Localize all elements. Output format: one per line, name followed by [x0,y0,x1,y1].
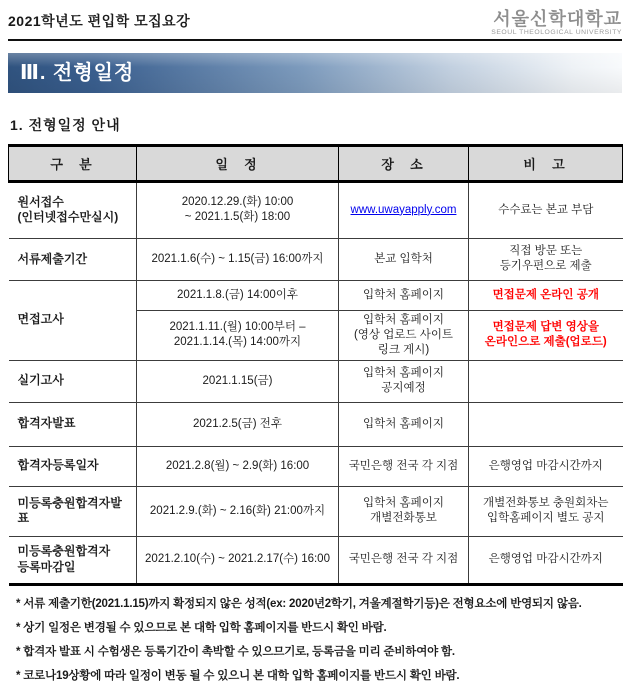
uwayapply-link[interactable]: www.uwayapply.com [350,203,457,216]
document-title: 2021학년도 편입학 모집요강 [8,12,191,29]
university-logo [491,10,622,37]
place-cell: 입학처 홈페이지 (영상 업로드 사이트 링크 게시) [339,310,469,360]
category-cell [9,446,137,486]
table-row-waitlist-announcement [9,486,623,536]
admission-schedule-table [8,144,623,586]
column-header-category: 구 분 [9,145,137,181]
subsection-title: 1. 전형일정 안내 [10,116,121,133]
schedule-cell: 2021.2.8(월) ~ 2.9(화) 16:00 [137,446,339,486]
page-header [8,10,622,37]
category-line: 등록마감일 [17,559,76,574]
category-cell [9,238,137,280]
schedule-cell: 2021.1.11.(월) 10:00부터 – 2021.1.14.(목) 14:00까지 [137,310,339,360]
alert-note: 온라인으로 제출(업로드) [484,336,607,349]
category-line: 합격자등록일자 [17,458,99,473]
note-cell [469,280,623,310]
table-row-waitlist-registration [9,536,623,584]
logo-korean-text: 서울신학대학교 [493,9,622,29]
category-line: 면접고사 [17,312,64,327]
category-cell [9,360,137,402]
category-cell [9,402,137,446]
schedule-cell: 2021.1.6(수) ~ 1.15(금) 16:00까지 [137,238,339,280]
schedule-cell: 2021.1.8.(금) 14:00이후 [137,280,339,310]
place-cell: 입학처 홈페이지 [339,402,469,446]
note-cell: 은행영업 마감시간까지 [469,536,623,584]
column-header-schedule: 일 정 [137,145,339,181]
table-row-registration [9,446,623,486]
schedule-cell: 2021.2.5(금) 전후 [137,402,339,446]
category-cell [9,280,137,360]
schedule-cell: 2021.1.15(금) [137,360,339,402]
note-cell: 은행영업 마감시간까지 [469,446,623,486]
footnotes [8,597,622,684]
schedule-cell: 2020.12.29.(화) 10:00 ~ 2021.1.5(화) 18:00 [137,181,339,238]
category-cell [9,181,137,238]
footnote: * 서류 제출기한(2021.1.15)까지 확정되지 않은 성적(ex: 2020년2학기, 겨울계절학기등)은 전형요소에 반영되지 않음. [16,597,582,610]
place-cell: 입학처 홈페이지 공지예정 [339,360,469,402]
note-cell: 수수료는 본교 부담 [469,181,623,238]
category-line: 미등록충원합격자발표 [17,495,122,526]
category-line: 합격자발표 [17,416,76,431]
schedule-cell: 2021.2.10(수) ~ 2021.2.17(수) 16:00 [137,536,339,584]
column-header-place: 장 소 [339,145,469,181]
note-cell: 개별전화통보 충원회차는 입학홈페이지 별도 공지 [469,486,623,536]
place-cell: 국민은행 전국 각 지점 [339,446,469,486]
alert-note: 면접문제 온라인 공개 [492,288,599,301]
footnote: * 합격자 발표 시 수험생은 등록기간이 촉박할 수 있으므기로, 등록금을 미리 준비하여야 함. [16,645,455,658]
category-cell [9,486,137,536]
note-cell [469,310,623,360]
place-cell: 국민은행 전국 각 지점 [339,536,469,584]
schedule-cell: 2021.2.9.(화) ~ 2.16(화) 21:00까지 [137,486,339,536]
table-row-application [9,181,623,238]
logo-english-text: SEOUL THEOLOGICAL UNIVERSITY [491,29,622,36]
note-cell [469,402,623,446]
category-line: 원서접수 [17,194,64,209]
category-line: 미등록충원합격자 [17,544,111,559]
footnote: * 코로나19상황에 따라 일정이 변동 될 수 있으니 본 대학 입학 홈페이지를 반드시 확인 바람. [16,669,460,682]
place-cell: 입학처 홈페이지 개별전화통보 [339,486,469,536]
place-cell [339,181,469,238]
note-cell: 직접 방문 또는 등기우편으로 제출 [469,238,623,280]
footnote: * 상기 일정은 변경될 수 있으므로 본 대학 입학 홈페이지를 반드시 확인 바람. [16,621,387,634]
section-banner: Ⅲ. 전형일정 [8,53,622,93]
category-line: (인터넷접수만실시) [17,210,119,225]
category-cell [9,536,137,584]
alert-note: 면접문제 답변 영상을 [492,321,599,334]
category-line: 서류제출기간 [17,251,88,266]
table-row-practical [9,360,623,402]
table-row-announcement [9,402,623,446]
table-row-documents [9,238,623,280]
place-cell: 입학처 홈페이지 [339,280,469,310]
table-header-row [9,145,623,181]
place-cell: 본교 입학처 [339,238,469,280]
note-cell [469,360,623,402]
header-divider [8,39,622,41]
column-header-note: 비 고 [469,145,623,181]
category-line: 실기고사 [17,373,64,388]
table-row-interview-1 [9,280,623,310]
